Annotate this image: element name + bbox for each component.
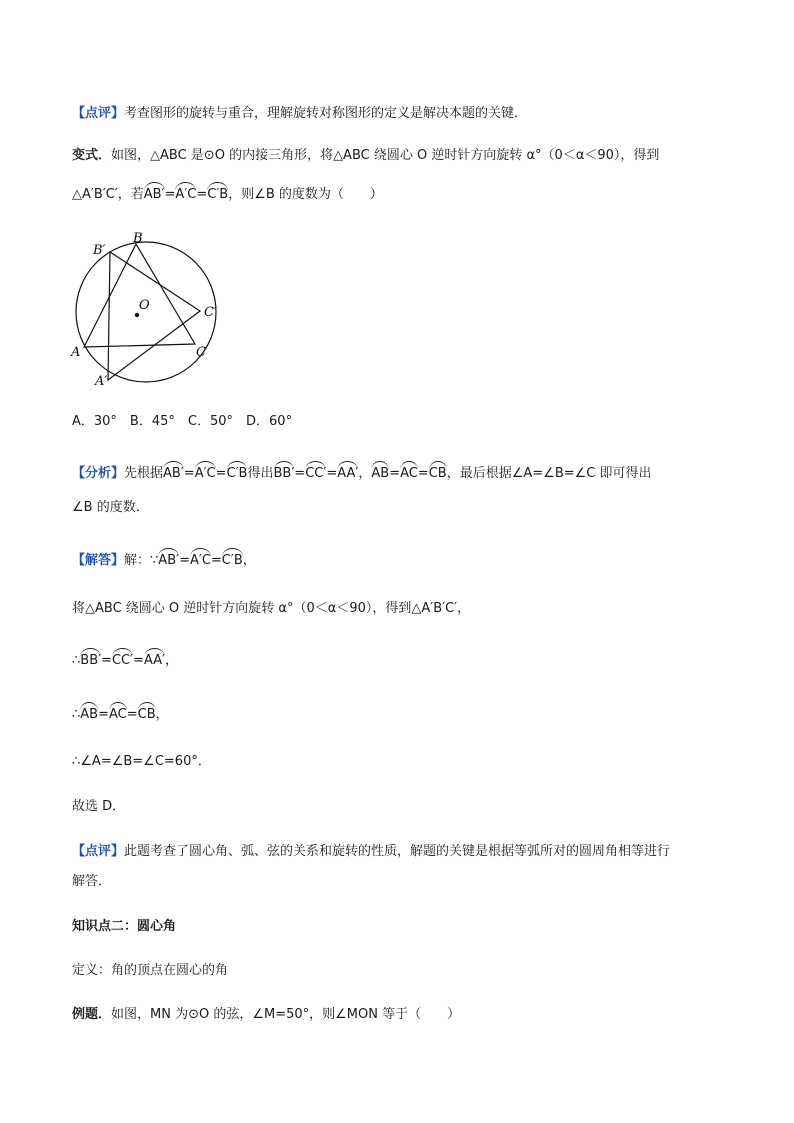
separator: ， [358, 466, 372, 481]
analysis-mid: 得出 [247, 466, 274, 481]
equals: = [417, 466, 429, 481]
arc-ab: AB [80, 705, 98, 725]
equals: = [101, 653, 112, 668]
review-1 [72, 104, 527, 124]
arc-ab-prime: AB′ [163, 464, 184, 484]
analysis-pre: 先根据 [124, 466, 164, 481]
arc-ac: AC [400, 464, 418, 484]
arc-ab-prime: AB′ [144, 185, 165, 205]
equals: = [326, 466, 338, 481]
arc-aa-prime: AA′ [144, 651, 165, 671]
equals: = [389, 466, 401, 481]
answer-options: A．30° B．45° C．50° D．60° [72, 414, 293, 429]
variant-line-1 [72, 146, 659, 166]
therefore: ∴ [72, 653, 81, 668]
label-c: C [196, 345, 206, 360]
comma: ， [165, 653, 179, 668]
arc-cc-prime: CC′ [305, 464, 326, 484]
equals: = [196, 187, 208, 202]
solution-post: ， [242, 553, 256, 568]
equals: = [126, 707, 138, 722]
analysis-post: ，最后根据∠A=∠B=∠C 即可得出 [446, 466, 652, 481]
arc-cb: CB [429, 464, 447, 484]
arc-cb: CB [138, 705, 156, 725]
equals: = [164, 187, 176, 202]
solution-step-4 [72, 705, 169, 725]
label-b: B [133, 231, 143, 246]
therefore: ∴ [72, 707, 81, 722]
arc-c-prime-b: C′B [227, 464, 248, 484]
definition: 定义：角的顶点在圆心的角 [72, 963, 229, 978]
example-tag: 例题． [72, 1007, 112, 1022]
variant-line-2 [72, 185, 383, 205]
variant-text: 如图，△ABC 是⊙O 的内接三角形，将△ABC 绕圆心 O 逆时针方向旋转 α°（0＜α＜90），得到 [111, 148, 660, 163]
analysis-line-1 [72, 464, 652, 484]
example-text: 如图，MN 为⊙O 的弦，∠M=50°，则∠MON 等于（ ） [111, 1007, 461, 1022]
arc-c-prime-b: C′B [207, 185, 228, 205]
label-b-prime: B′ [93, 243, 106, 258]
solution-step-6: 故选 D． [72, 799, 126, 814]
review-2-line-1 [72, 842, 670, 862]
rotated-triangle-figure [64, 228, 234, 392]
equals: = [183, 466, 195, 481]
label-o: O [139, 298, 150, 313]
arc-bb-prime: BB′ [274, 464, 295, 484]
equals: = [179, 553, 190, 568]
solution-pre: 解：∵ [124, 553, 159, 568]
solution-step-2: 将△ABC 绕圆心 O 逆时针方向旋转 α°（0＜α＜90），得到△A′B′C′， [72, 601, 471, 616]
solution-line-1 [72, 551, 256, 571]
review-tag: 【点评】 [72, 844, 125, 859]
example-question [72, 1005, 460, 1025]
label-a-prime: A′ [95, 374, 108, 389]
label-c-prime: C′ [204, 305, 217, 320]
arc-a-prime-c: A′C [190, 551, 211, 571]
variant-tag: 变式． [72, 148, 112, 163]
arc-bb-prime: BB′ [80, 651, 101, 671]
arc-ab: AB [371, 464, 389, 484]
arc-c-prime-b: C′B [222, 551, 243, 571]
equals: = [98, 707, 109, 722]
solution-tag: 【解答】 [72, 553, 125, 568]
arc-a-prime-c: A′C [175, 185, 196, 205]
variant-line2-pre: △A′B′C′，若 [72, 187, 144, 202]
equals: = [210, 553, 222, 568]
comma: ， [155, 707, 169, 722]
arc-ab-prime: AB′ [158, 551, 179, 571]
analysis-line-2: ∠B 的度数． [72, 500, 149, 515]
equals: = [215, 466, 227, 481]
equals: = [133, 653, 144, 668]
equals: = [294, 466, 306, 481]
solution-step-3 [72, 651, 178, 671]
arc-cc-prime: CC′ [112, 651, 133, 671]
knowledge-heading: 知识点二：圆心角 [72, 919, 177, 934]
arc-a-prime-c: A′C [195, 464, 216, 484]
review-text: 此题考查了圆心角、弧、弦的关系和旋转的性质，解题的关键是根据等弧所对的圆周角相等进行 [124, 844, 671, 859]
label-a: A [71, 345, 81, 360]
center-point [135, 313, 139, 317]
review-2-line-2: 解答． [72, 874, 112, 889]
solution-step-5: ∴∠A=∠B=∠C=60°． [72, 754, 211, 769]
arc-ac: AC [109, 705, 127, 725]
arc-aa-prime: AA′ [337, 464, 358, 484]
review-text: 考查图形的旋转与重合，理解旋转对称图形的定义是解决本题的关键． [124, 106, 528, 121]
variant-line2-post: ，则∠B 的度数为（ ） [228, 187, 383, 202]
analysis-tag: 【分析】 [72, 466, 125, 481]
review-tag: 【点评】 [72, 106, 125, 121]
